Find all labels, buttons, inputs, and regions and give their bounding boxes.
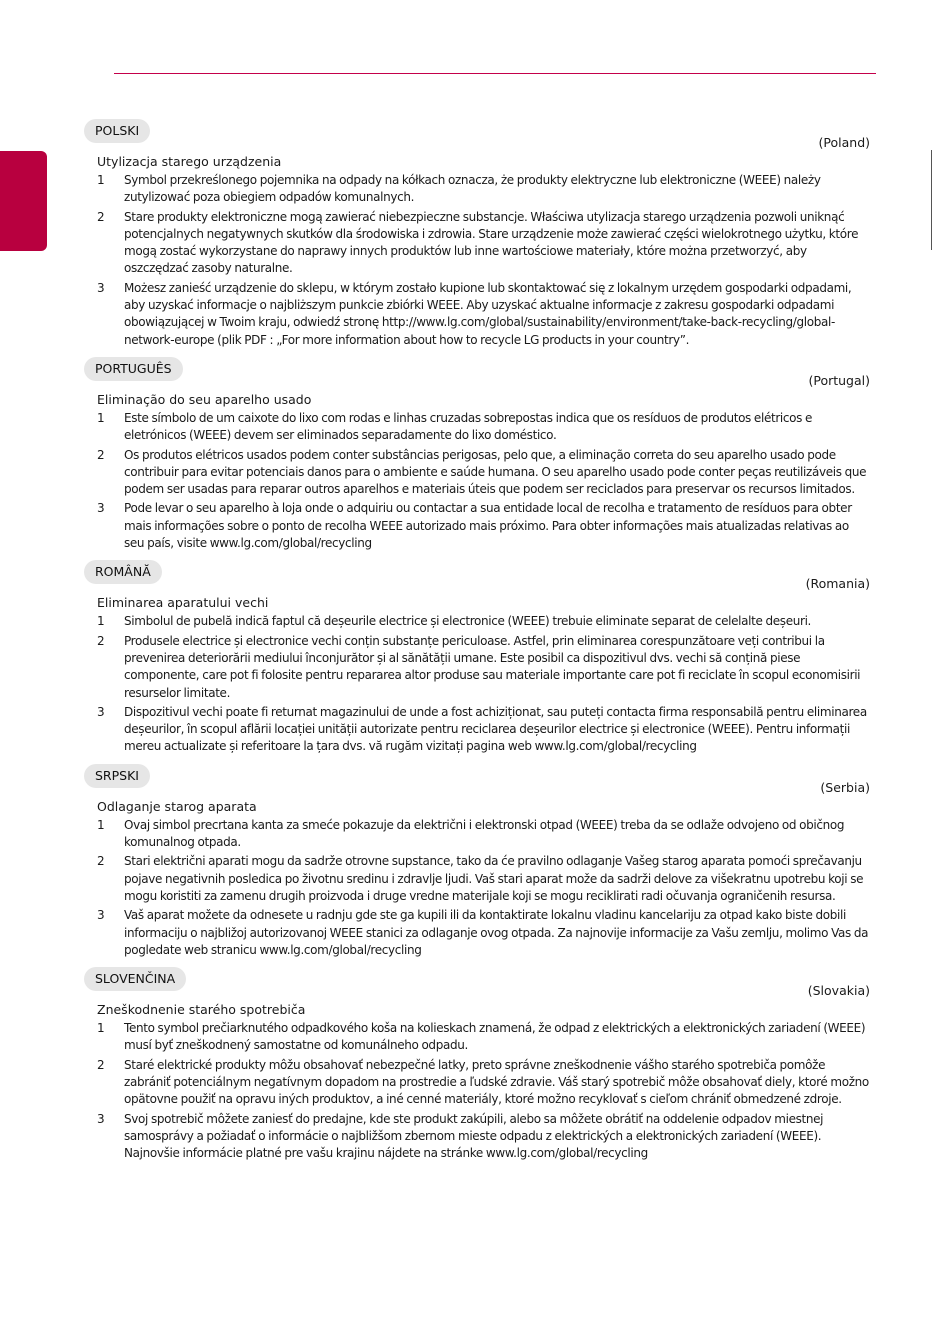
item-number: 1 — [97, 817, 105, 832]
item-number: 1 — [97, 410, 105, 425]
language-badge: PORTUGUÊS — [84, 357, 183, 381]
list-item — [97, 613, 870, 630]
section-heading: Odlaganje starog aparata — [97, 798, 257, 814]
country-label: (Serbia) — [820, 779, 870, 795]
item-number: 2 — [97, 447, 105, 462]
item-text: Możesz zanieść urządzenie do sklepu, w którym zostało kupione lub skontaktować się z lokalnym urzędem gospodarki odpadami, aby uzyskać informacje o najbliższym punkcie zbiórki WEEE. Aby uzyskać aktualne informacje z zakresu gospodarki odpadami obowiązującej w Twoim kraju, odwiedź stronę http://www.lg.com/global/sustainability/environment/take-back-recycling/global-network-europe (plik PDF : „For more information about how to recycle LG products in your country”. — [124, 280, 852, 347]
section-romana — [84, 560, 870, 755]
item-number: 2 — [97, 854, 105, 869]
section-side-tab — [0, 151, 47, 251]
item-list — [84, 410, 870, 552]
item-number: 3 — [97, 908, 105, 923]
list-item — [97, 704, 870, 756]
item-text: Produsele electrice și electronice vechi conțin substanțe periculoase. Astfel, prin eliminarea corespunzătoare veți contribui la prevenirea deteriorării mediului înconjurător și al sănătății umane. Este posibil ca dispozitivul dvs. vechi să conțină piese componente, care pot fi folosite pentru repararea altor produse sau materiale importante care pot fi reciclate în scopul economisirii resurselor limitate. — [124, 633, 861, 700]
country-label: (Portugal) — [808, 372, 870, 388]
section-heading: Utylizacja starego urządzenia — [97, 154, 282, 169]
item-list — [84, 172, 870, 349]
item-number: 3 — [97, 501, 105, 516]
item-list — [84, 613, 870, 755]
item-text: Os produtos elétricos usados podem conter substâncias perigosas, pelo que, a eliminação correta do seu aparelho usado pode contribuir para evitar potenciais danos para o ambiente e saúde humana. O seu aparelho usado pode conter peças reutilizáveis que podem ser usadas para reparar outros aparelhos e materiais úteis que podem ser reciclados para preservar os recursos limitados. — [124, 447, 867, 497]
country-label: (Slovakia) — [807, 983, 870, 999]
list-item — [97, 633, 870, 702]
item-number: 2 — [97, 633, 105, 648]
list-item — [97, 853, 870, 905]
document-body — [84, 119, 870, 1170]
item-number: 1 — [97, 1021, 105, 1036]
country-label: (Poland) — [818, 135, 870, 150]
item-number: 1 — [97, 614, 105, 629]
item-text: Ovaj simbol precrtana kanta za smeće pokazuje da električni i elektronski otpad (WEEE) treba da se odlaže odvojeno od običnog komunalnog otpada. — [124, 817, 845, 850]
language-badge: SRPSKI — [84, 764, 150, 788]
list-item — [97, 1020, 870, 1055]
language-badge: POLSKI — [84, 119, 150, 143]
item-number: 3 — [97, 280, 105, 295]
item-text: Svoj spotrebič môžete zaniesť do predajne, kde ste produkt zakúpili, alebo sa môžete obrátiť na oddelenie odpadov miestnej samosprávy a požiadať o informácie o najbližšom zbernom mieste odpadu z elektrických a elektronických zariadení (WEEE). Najnovšie informácie platné pre vašu krajinu nájdete na stránke www.lg.com/global/recycling — [124, 1111, 824, 1161]
item-text: Stare produkty elektroniczne mogą zawierać niebezpieczne substancje. Właściwa utylizacja starego urządzenia pozwoli uniknąć potencjalnych negatywnych skutków dla środowiska i zdrowia. Stare urządzenie może zawierać części wielokrotnego użytku, które mogą zostać wykorzystane do naprawy innych produktów lub inne wartościowe materiały, które można przetworzyć, aby oszczędzać zasoby naturalne. — [124, 209, 859, 276]
item-number: 3 — [97, 1111, 105, 1126]
item-text: Staré elektrické produkty môžu obsahovať nebezpečné latky, preto správne zneškodnenie vášho starého spotrebiča pomôže zabrániť potenciálnym negatívnym dopadom na prostredie a ľudské zdravie. Váš starý spotrebič môže obsahovať diely, ktoré možno opätovne použiť na opravu iných produktov, a iné cenné materiály, ktoré možno recyklovať s cieľom chrániť obmedzené zdroje. — [124, 1057, 869, 1107]
item-number: 2 — [97, 209, 105, 224]
section-slovencina — [84, 967, 870, 1162]
item-text: Simbolul de pubelă indică faptul că deșeurile electrice și electronice (WEEE) trebuie eliminate separat de celelalte deșeuri. — [124, 614, 812, 629]
item-text: Pode levar o seu aparelho à loja onde o adquiriu ou contactar a sua entidade local de recolha e tratamento de resíduos para obter mais informações sobre o ponto de recolha WEEE autorizado mais próximo. Para obter informações mais atualizadas relativas ao seu país, visite www.lg.com/global/recycling — [124, 501, 852, 551]
item-text: Dispozitivul vechi poate fi returnat magazinului de unde a fost achiziționat, sau puteți contacta firma responsabilă pentru eliminarea deșeurilor, în scopul aflării locației unității autorizate pentru reciclarea deșeurilor electrice și electronice (WEEE). Pentru informații mereu actualizate și referitoare la țara dvs. vă rugăm vizitați pagina web www.lg.com/global/recycling — [124, 704, 867, 754]
list-item — [97, 280, 870, 349]
list-item — [97, 410, 870, 445]
language-badge: ROMÂNĂ — [84, 560, 162, 584]
section-portugues — [84, 357, 870, 552]
language-badge: SLOVENČINA — [84, 967, 186, 991]
item-text: Symbol przekreślonego pojemnika na odpady na kółkach oznacza, że produkty elektryczne lub elektroniczne (WEEE) należy zutylizować poza obiegiem odpadów komunalnych. — [124, 173, 821, 205]
section-heading: Zneškodnenie starého spotrebiča — [97, 1002, 306, 1018]
item-text: Este símbolo de um caixote do lixo com rodas e linhas cruzadas sobrepostas indica que os resíduos de produtos elétricos e eletrónicos (WEEE) devem ser eliminados separadamente do lixo doméstico. — [124, 410, 813, 443]
list-item — [97, 209, 870, 278]
section-heading: Eliminação do seu aparelho usado — [97, 391, 312, 407]
list-item — [97, 1057, 870, 1109]
header-rule — [114, 73, 876, 74]
list-item — [97, 447, 870, 499]
item-text: Vaš aparat možete da odnesete u radnju gde ste ga kupili ili da kontaktirate lokalnu vladinu kancelariju za otpad kako biste dobili informaciju o najbližoj autorizovanoj WEEE stanici za odlaganje ovog otpada. Za najnovije informacije za Vašu zemlju, molimo Vas da pogledate web stranicu www.lg.com/global/recycling — [124, 908, 869, 957]
list-item — [97, 907, 870, 959]
section-heading: Eliminarea aparatului vechi — [97, 595, 269, 611]
item-number: 2 — [97, 1057, 105, 1072]
item-text: Stari električni aparati mogu da sadrže otrovne supstance, tako da će pravilno odlaganje Vašeg starog aparata pomoći sprečavanju pojave negativnih posledica po životnu sredinu i zdravlje ljudi. Vaš stari aparat može da sadrži delove za višekratnu upotrebu koji se mogu koristiti za zamenu drugih proizvoda i druge vredne materijale koji se mogu reciklirati radi očuvanja ograničenih resursa. — [124, 854, 864, 903]
item-list — [84, 1020, 870, 1162]
section-srpski — [84, 764, 870, 959]
item-text: Tento symbol prečiarknutého odpadkového koša na kolieskach znamená, že odpad z elektrických a elektronických zariadení (WEEE) musí byť zneškodnený samostatne od komunálneho odpadu. — [124, 1021, 866, 1053]
item-number: 1 — [97, 173, 105, 187]
item-list — [84, 817, 870, 959]
list-item — [97, 172, 870, 207]
list-item — [97, 500, 870, 552]
section-polski — [84, 119, 870, 349]
list-item — [97, 1111, 870, 1163]
page-edge-rule — [931, 150, 932, 250]
list-item — [97, 817, 870, 852]
country-label: (Romania) — [805, 576, 870, 592]
item-number: 3 — [97, 704, 105, 719]
